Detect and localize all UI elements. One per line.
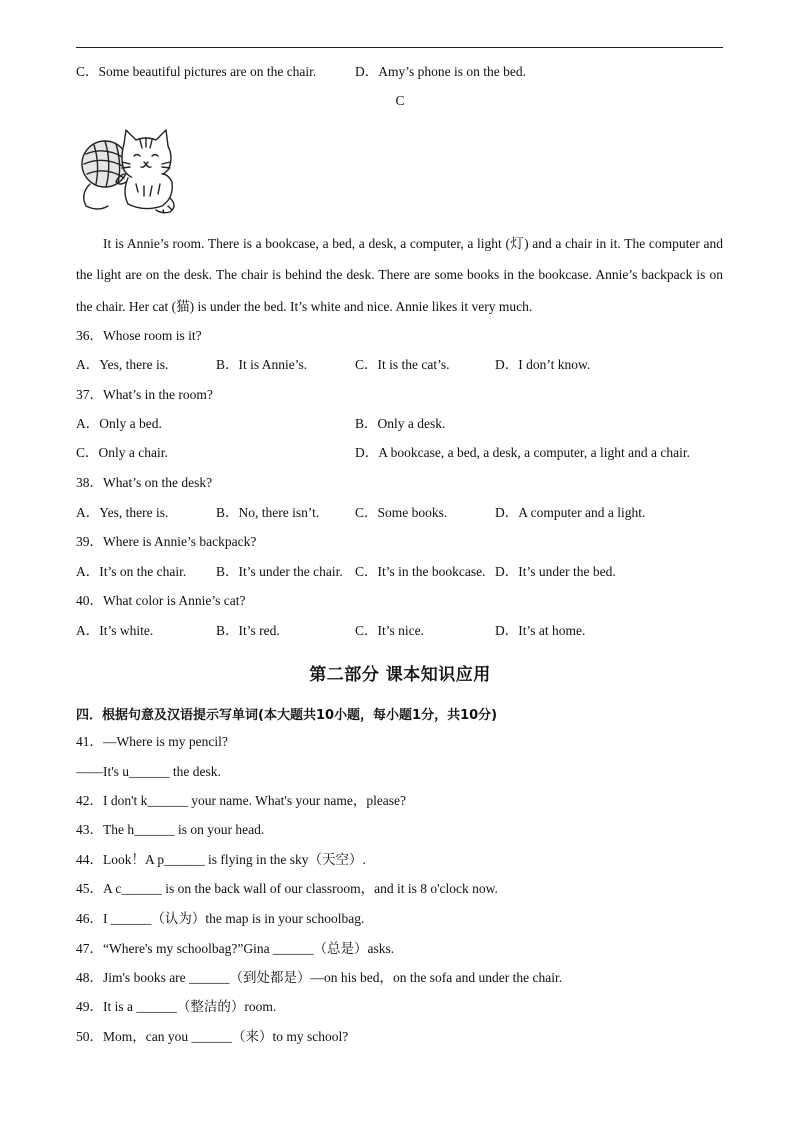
option-c-prev: C．Some beautiful pictures are on the chair. xyxy=(76,64,317,79)
fill-item-41-answer: ——It's u______ the desk. xyxy=(76,764,221,779)
q40-option-c: C．It’s nice. xyxy=(355,623,424,638)
fill-item-43: 43．The h______ is on your head. xyxy=(76,822,265,837)
fill-item-45: 45．A c______ is on the back wall of our classroom，and it is 8 o'clock now. xyxy=(76,881,498,896)
fill-item-42: 42．I don't k______ your name. What's your name，please? xyxy=(76,793,407,808)
q37-option-b: B．Only a desk. xyxy=(355,416,446,431)
q37-option-d: D．A bookcase, a bed, a desk, a computer, a light and a chair. xyxy=(355,445,690,460)
q38-option-a: A．Yes, there is. xyxy=(76,505,169,520)
header-rule xyxy=(76,47,723,48)
q39-option-a: A．It’s on the chair. xyxy=(76,564,187,579)
part-two-title: 第二部分 课本知识应用 xyxy=(309,665,491,685)
q37-option-a: A．Only a bed. xyxy=(76,416,162,431)
q40-option-b: B．It’s red. xyxy=(216,623,280,638)
q39-option-b: B．It’s under the chair. xyxy=(216,564,343,579)
q36-option-a: A．Yes, there is. xyxy=(76,357,169,372)
passage-text: It is Annie’s room. There is a bookcase, a bed, a desk, a computer, a light (灯) and a chair in it. The computer and the light are on the desk. The chair is behind the desk. There are some books in the bookcase. Annie’s backpack is on the chair. Her cat (猫) is under the bed. It’s white and nice. Annie likes it very much. xyxy=(76,236,723,314)
q38-option-b: B．No, there isn’t. xyxy=(216,505,320,520)
q37-option-c: C．Only a chair. xyxy=(76,445,168,460)
passage-label: C xyxy=(395,93,405,108)
question-36: 36．Whose room is it? xyxy=(76,328,202,343)
question-38: 38．What’s on the desk? xyxy=(76,475,213,490)
q40-option-a: A．It’s white. xyxy=(76,623,154,638)
q36-option-c: C．It is the cat’s. xyxy=(355,357,450,372)
fill-item-49: 49．It is a ______（整洁的）room. xyxy=(76,999,277,1014)
fill-item-50: 50．Mom，can you ______（来）to my school? xyxy=(76,1029,349,1044)
fill-item-46: 46．I ______（认为）the map is in your schoolbag. xyxy=(76,911,365,926)
question-37: 37．What’s in the room? xyxy=(76,387,213,402)
reading-passage xyxy=(76,228,723,322)
q40-option-d: D．It’s at home. xyxy=(495,623,586,638)
fill-item-44: 44．Look！A p______ is flying in the sky（天空）. xyxy=(76,852,366,867)
q38-option-d: D．A computer and a light. xyxy=(495,505,646,520)
question-40: 40．What color is Annie’s cat? xyxy=(76,593,246,608)
question-39: 39．Where is Annie’s backpack? xyxy=(76,534,257,549)
section-four-heading: 四．根据句意及汉语提示写单词(本大题共10小题，每小题1分，共10分) xyxy=(76,708,498,723)
fill-item-48: 48．Jim's books are ______（到处都是）—on his bed，on the sofa and under the chair. xyxy=(76,970,563,985)
q36-option-d: D．I don’t know. xyxy=(495,357,591,372)
q39-option-d: D．It’s under the bed. xyxy=(495,564,616,579)
fill-item-47: 47．“Where's my schoolbag?”Gina ______（总是）asks. xyxy=(76,941,395,956)
fill-item-41: 41．—Where is my pencil? xyxy=(76,734,228,749)
cat-with-yarn-illustration xyxy=(78,122,180,214)
q36-option-b: B．It is Annie’s. xyxy=(216,357,308,372)
option-d-prev: D．Amy’s phone is on the bed. xyxy=(355,64,526,79)
q39-option-c: C．It’s in the bookcase. xyxy=(355,564,486,579)
q38-option-c: C．Some books. xyxy=(355,505,448,520)
